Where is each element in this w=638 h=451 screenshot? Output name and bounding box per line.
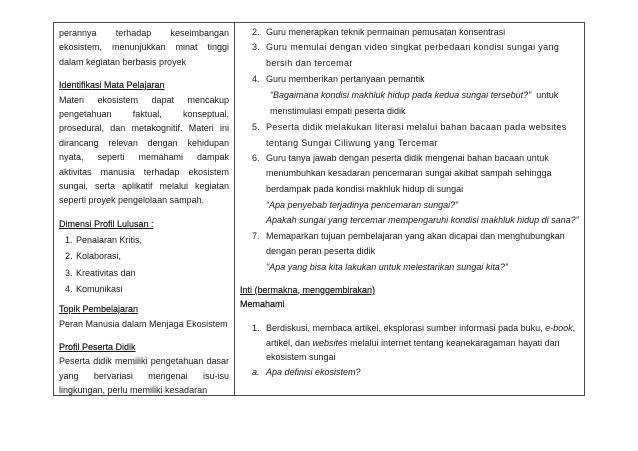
- question-4: “Bagaimana kondisi makhluk hidup pada kedua sungai tersebut?” untuk menstimulasi empati peserta didik: [270, 89, 559, 116]
- intro-text: perannya terhadap keseimbangan ekosistem, menunjukkan minat tinggi dalam kegiatan berbasis proyek: [59, 28, 229, 67]
- left-column: [59, 26, 229, 398]
- step-3: 3. Guru memulai dengan video singkat perbedaan kondisi sungai yang bersih dan tercemar: [252, 42, 560, 69]
- profil-text: Peserta didik memiliki pengetahuan dasar yang bervariasi mengenai isu-isu lingkungan, perlu memiliki kesadaran: [59, 356, 229, 396]
- profil-heading: Profil Peserta Didik: [59, 341, 136, 352]
- topik-heading: Topik Pembelajaran: [59, 304, 139, 315]
- identifikasi-heading: Identifikasi Mata Pelajaran: [59, 80, 165, 91]
- dimensi-heading: Dimensi Profil Lulusan :: [59, 218, 154, 229]
- inti-heading: Inti (bermakna, menggembirakan): [240, 284, 376, 295]
- step-4: 4. Guru memberikan pertanyaan pemantik: [252, 74, 425, 85]
- list-item: 3. Kreativitas dan: [65, 267, 136, 278]
- topik-text: Peran Manusia dalam Menjaga Ekosistem: [59, 318, 228, 329]
- step-2: 2. Guru menerapkan teknik permainan pemusatan konsentrasi: [252, 27, 506, 37]
- right-column: [240, 25, 580, 379]
- question-6a: “Apa penyebab terjadinya pencemaran sungai?”: [266, 199, 459, 210]
- question-6b: Apakah sungai yang tercemar mempengaruhi kondisi makhluk hidup di sana?”: [266, 215, 579, 226]
- list-item: 1. Penalaran Kritis,: [65, 235, 143, 246]
- step-6: 6. Guru tanya jawab dengan peserta didik mengenai bahan bacaan untuk menumbuhkan kesadaran pencemaran sungai akibat sampah sehingga berdampak pada kondisi makhluk hidup di sungai: [252, 152, 552, 194]
- list-item: 4. Komunikasi: [65, 283, 123, 294]
- lesson-plan-table: [53, 22, 585, 396]
- identifikasi-text: Materi ekosistem dapat mencakup pengetahuan faktual, konseptual, prosedural, dan metakognitif. Materi ini dirancang relevan dengan kehidupan nyata, seperti memahami dampak aktivitas manusia terhadap ekosistem sungai, serta aplikatif melalui kegiatan seperti proyek pengelolaan sampah.: [59, 94, 229, 206]
- memahami-heading: Memahami: [240, 298, 285, 309]
- step-7: 7. Memaparkan tujuan pembelajaran yang akan dicapai dan menghubungkan dengan peran peserta didik: [252, 230, 565, 257]
- list-item: 2. Kolaborasi,: [65, 251, 122, 262]
- step-5: 5. Peserta didik melakukan literasi melalui bahan bacaan pada websites tentang Sungai Ciliwung yang Tercemar: [252, 121, 567, 148]
- question-7: "Apa yang bisa kita lakukan untuk melestarikan sungai kita?”: [266, 261, 508, 272]
- column-divider: [234, 23, 235, 395]
- inti-step-1: 1. Berdiskusi, membaca artikel, eksplorasi sumber informasi pada buku, e-book, artikel, dan websites melalui internet tentang keanekaragaman hayati dan ekosistem sungai: [252, 323, 576, 363]
- dimensi-list: [59, 232, 229, 297]
- sub-item-a: a. Apa definisi ekosistem?: [252, 366, 361, 377]
